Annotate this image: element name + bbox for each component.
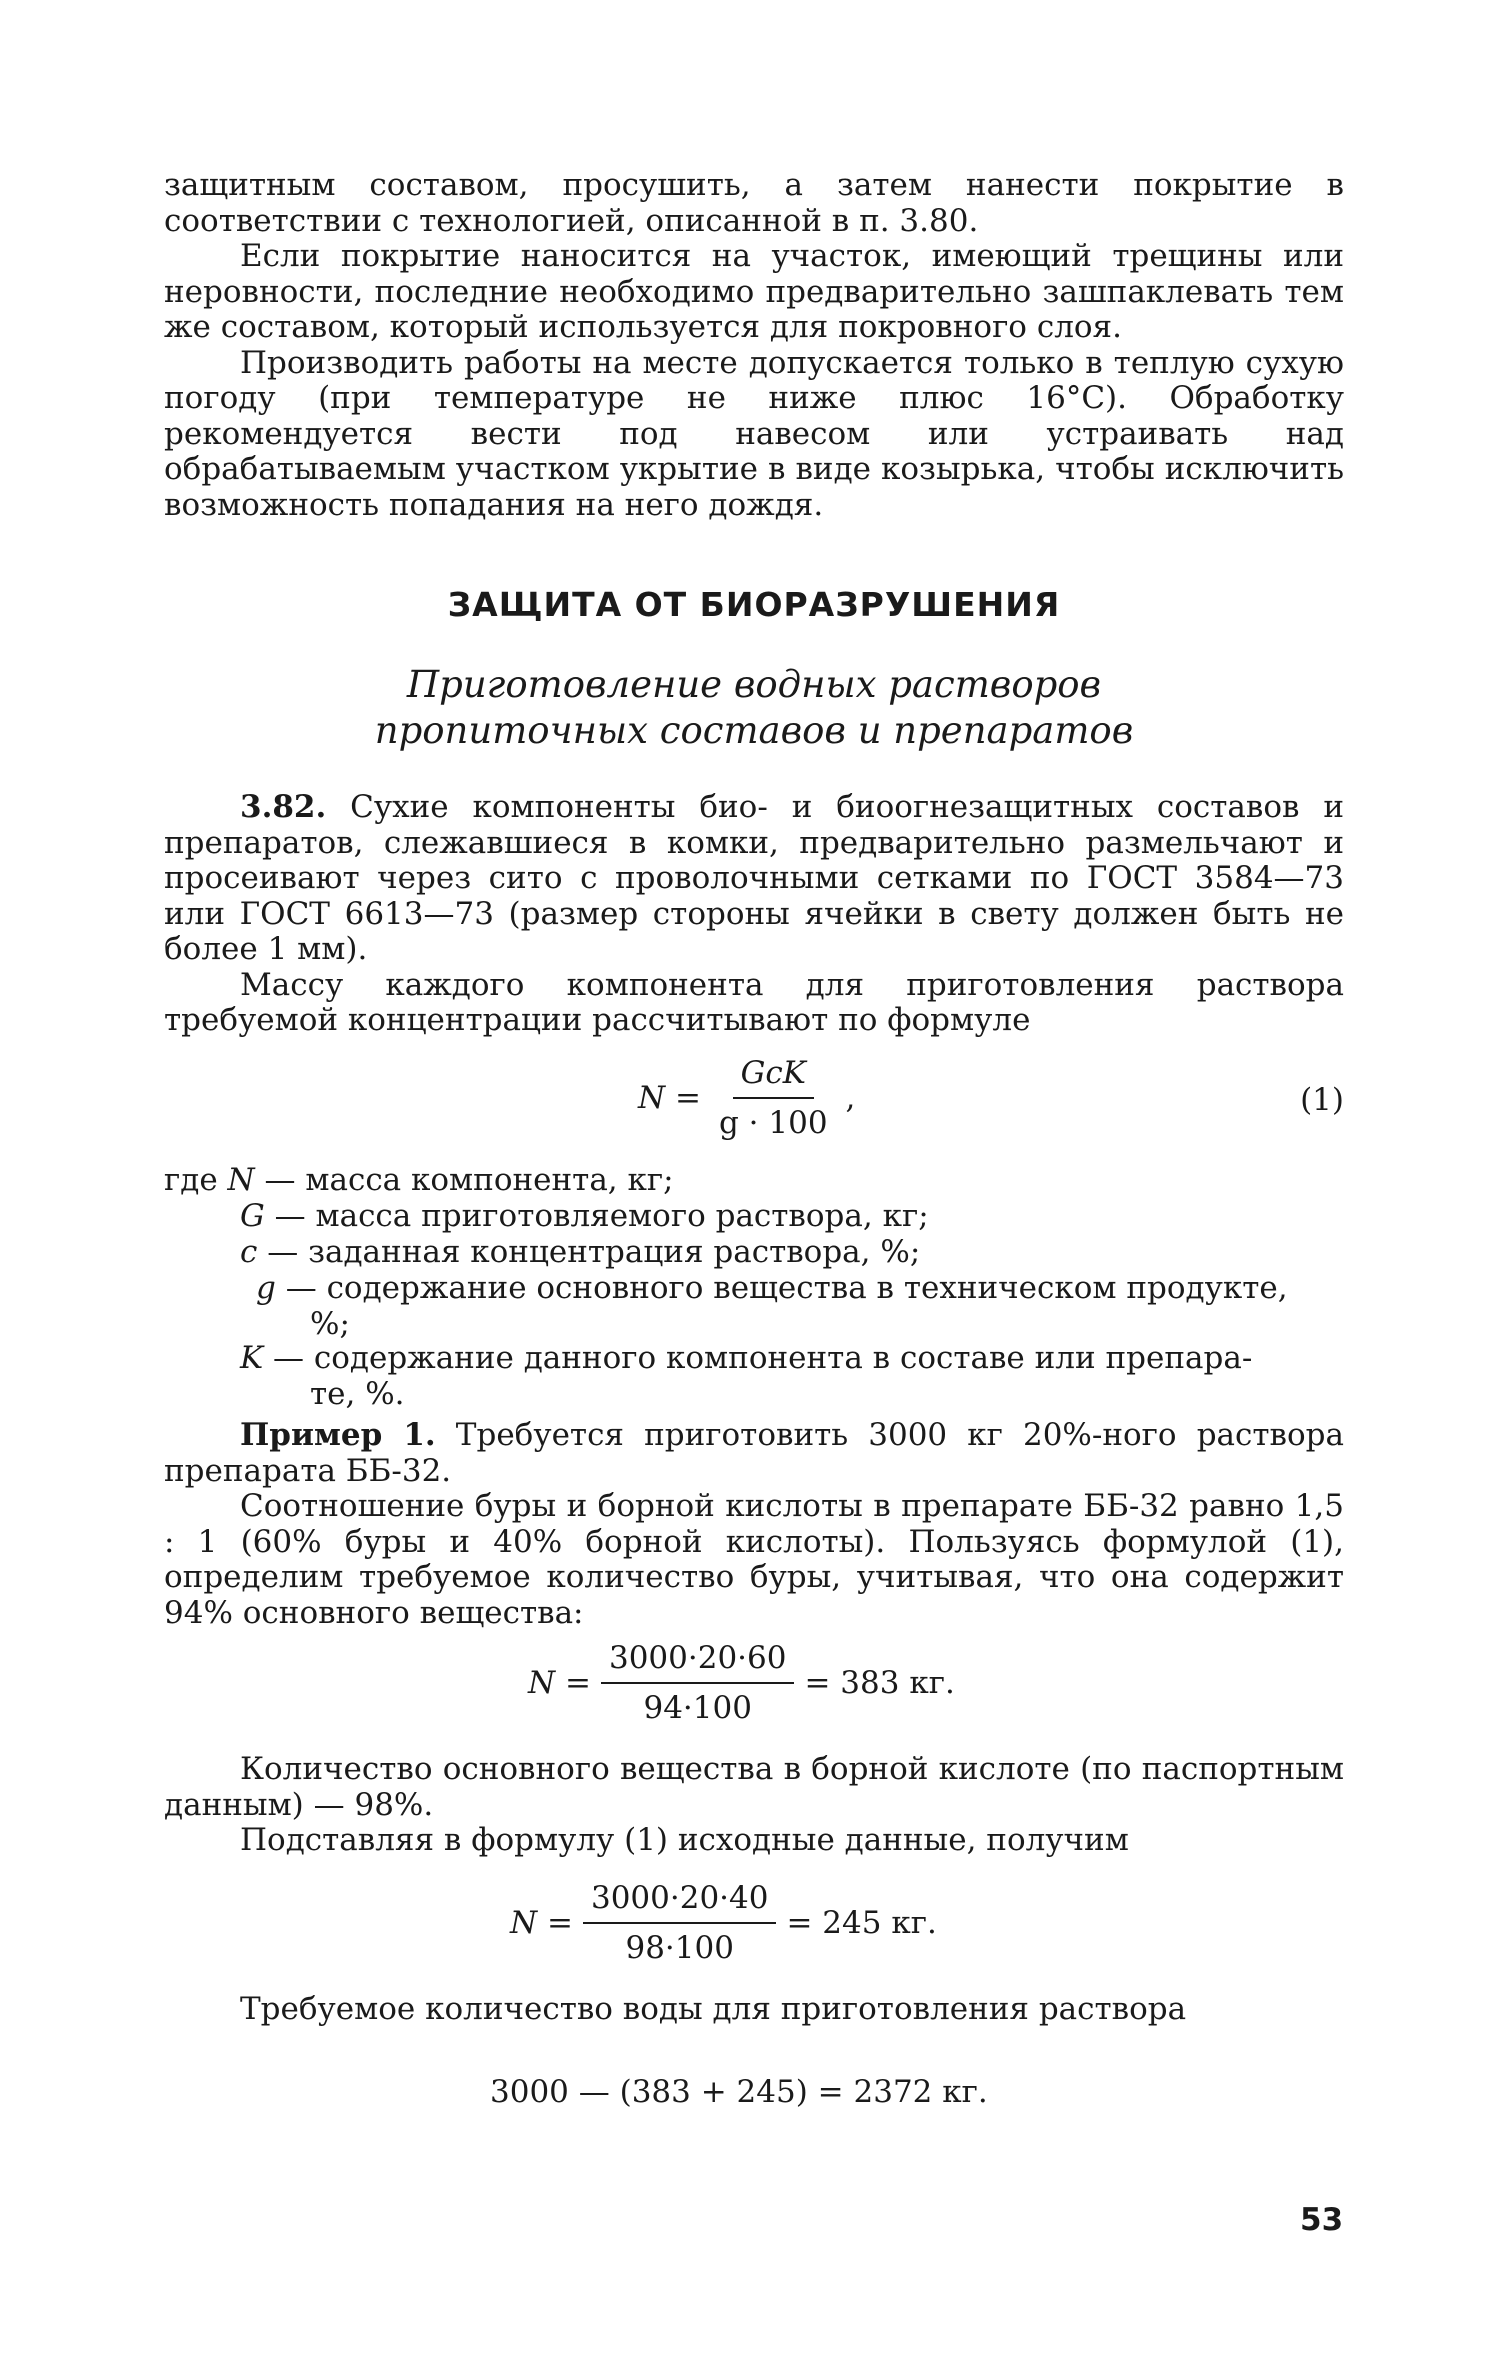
clause-text: Сухие компоненты био- и биоогнезащитных составов и препаратов, слежавшиеся в комки, предварительно размельчают и просеивают через сито с проволочными сетками по ГОСТ 3584—73 или ГОСТ 6613—73 (размер стороны ячейки в свету должен быть не более 1 мм). [164, 789, 1344, 967]
paragraph-weather: Производить работы на месте допускается только в теплую сухую погоду (при температуре не ниже плюс 16°С). Обработку рекомендуется вести под навесом или устраивать над обрабатываемым участком укрытие в виде козырька, чтобы исключить возможность попадания на него дождя. [164, 344, 1344, 523]
clause-number: 3.82. [240, 789, 327, 825]
formula-3-denominator: 98·100 [625, 1930, 734, 1966]
legend-symbol: g [256, 1270, 276, 1306]
formula-3 [510, 1880, 937, 1966]
paragraph-ratio: Соотношение буры и борной кислоты в препарате ББ-32 равно 1,5 : 1 (60% буры и 40% борной кислоты). Пользуясь формулой (1), определим требуемое количество буры, учитывая, что она содержит 94% основного вещества: [164, 1488, 1344, 1631]
formula-2-denominator: 94·100 [643, 1690, 752, 1726]
paragraph-cracks: Если покрытие наносится на участок, имеющий трещины или неровности, последние необходимо предварительно зашпаклевать тем же составом, который используется для покровного слоя. [164, 238, 1344, 345]
paragraph-substitute: Подставляя в формулу (1) исходные данные, получим [240, 1822, 1129, 1858]
legend-lead: где [164, 1162, 228, 1198]
formula-1 [638, 1055, 855, 1141]
paragraph-water: Требуемое количество воды для приготовления раствора [240, 1991, 1187, 2027]
legend-text: те, %. [310, 1376, 405, 1412]
example-label: Пример 1. [240, 1417, 436, 1453]
formula-1-lhs: N = [638, 1080, 701, 1116]
equation-number: (1) [1300, 1082, 1344, 1118]
formula-3-numerator: 3000·20·40 [583, 1880, 777, 1924]
section-title: ЗАЩИТА ОТ БИОРАЗРУШЕНИЯ [447, 585, 1061, 624]
paragraph-mass: Массу каждого компонента для приготовления раствора требуемой концентрации рассчитывают по формуле [164, 966, 1344, 1038]
legend-row-g-mass [240, 1199, 929, 1235]
legend-symbol: c [240, 1234, 258, 1270]
paragraph-continuation: защитным составом, просушить, а затем нанести покрытие в соответствии с технологией, описанной в п. 3.80. [164, 167, 1344, 239]
top-text-block [164, 168, 1344, 523]
formula-1-tail: , [845, 1080, 856, 1116]
formula-1-fraction [711, 1055, 836, 1141]
example-1 [164, 1418, 1344, 1489]
legend-symbol: G [240, 1198, 265, 1234]
legend-text: — заданная концентрация раствора, %; [257, 1234, 921, 1270]
legend-symbol: K [240, 1340, 264, 1376]
legend-symbol: N [227, 1162, 255, 1198]
legend-text: — масса приготовляемого раствора, кг; [264, 1198, 929, 1234]
legend-row-k [240, 1341, 1252, 1377]
legend-row-k-cont [310, 1377, 405, 1413]
clause-block [164, 790, 1344, 1039]
formula-3-lhs: N = [510, 1905, 573, 1941]
water-block [164, 1992, 1344, 2028]
acid-block [164, 1752, 1344, 1859]
subsection-title-line-1: Приготовление водных растворов [406, 663, 1102, 706]
formula-2 [528, 1640, 955, 1726]
legend-row-g-content [256, 1271, 1344, 1307]
legend-text: — содержание данного компонента в составе или препара- [263, 1340, 1253, 1376]
formula-3-fraction [583, 1880, 777, 1966]
page-number: 53 [1300, 2202, 1344, 2238]
example-text: Требуется приготовить 3000 кг 20%-ного раствора препарата ББ-32. [164, 1417, 1344, 1489]
formula-2-rhs: = 383 кг. [804, 1665, 955, 1701]
subsection-title-line-2: пропиточных составов и препаратов [374, 709, 1134, 752]
paragraph-acid: Количество основного вещества в борной кислоте (по паспортным данным) — 98%. [164, 1751, 1344, 1823]
legend-text: — содержание основного вещества в техническом продукте, [275, 1270, 1288, 1306]
legend-text: %; [310, 1306, 350, 1342]
legend-text: — масса компонента, кг; [254, 1162, 674, 1198]
example-block [164, 1418, 1344, 1631]
formula-2-numerator: 3000·20·60 [601, 1640, 795, 1684]
formula-2-fraction [601, 1640, 795, 1726]
legend-row-c [240, 1235, 920, 1271]
formula-4: 3000 — (383 + 245) = 2372 кг. [490, 2074, 988, 2110]
clause-3-82 [164, 790, 1344, 968]
formula-2-lhs: N = [528, 1665, 591, 1701]
formula-3-rhs: = 245 кг. [786, 1905, 937, 1941]
legend-row-percent [310, 1307, 350, 1343]
legend-row-n [164, 1163, 674, 1199]
formula-1-denominator: g · 100 [718, 1105, 828, 1141]
formula-1-numerator: GcK [733, 1055, 814, 1099]
subsection-title [164, 662, 1344, 754]
